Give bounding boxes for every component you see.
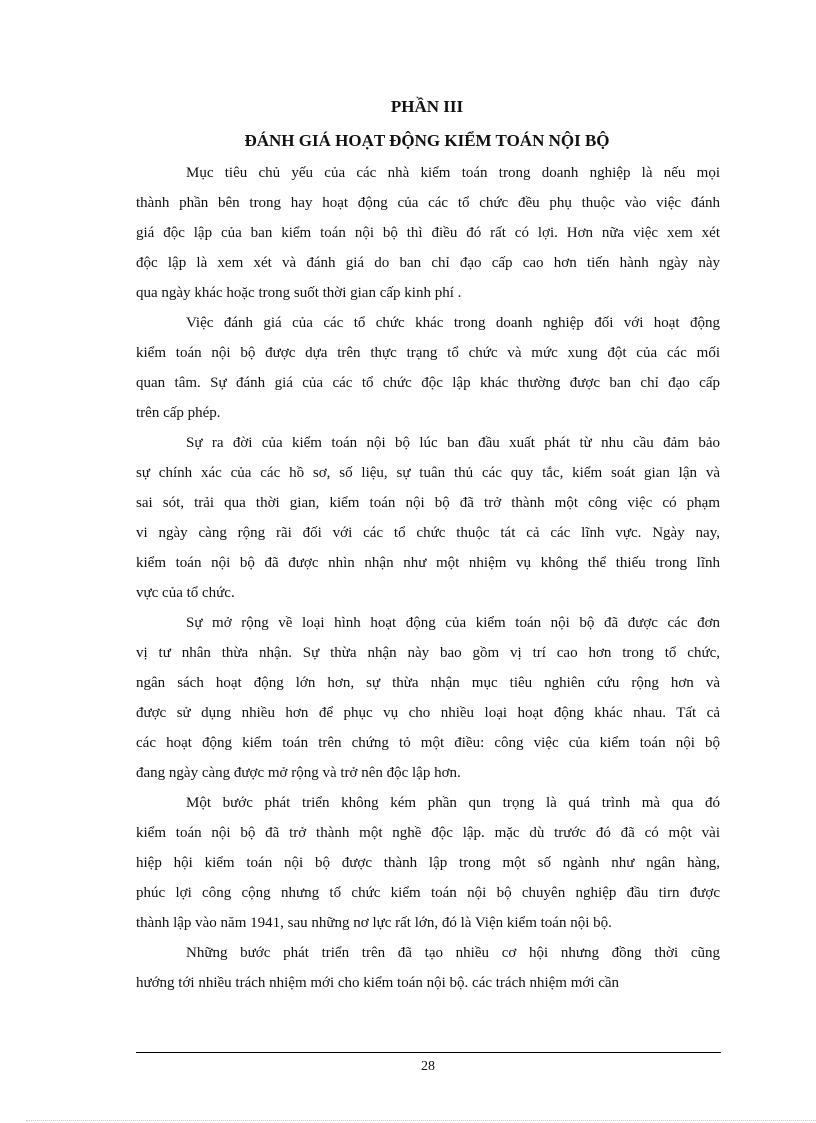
paragraph-line: ngân sách hoạt động lớn hơn, sự thừa nhận mục tiêu nghiên cứu rộng hơn và (136, 675, 720, 691)
paragraph-5 (136, 788, 720, 938)
footer-divider (136, 1052, 721, 1053)
paragraph-3 (136, 428, 720, 608)
paragraph-line: Những bước phát triển trên đã tạo nhiều cơ hội nhưng đồng thời cũng (186, 945, 720, 961)
paragraph-line: kiểm toán nội bộ đã trở thành một nghề độc lập. mặc dù trước đó đã có một vài (136, 825, 720, 841)
paragraph-line: sự chính xác của các hồ sơ, số liệu, sự tuân thủ các quy tắc, kiểm soát gian lận và (136, 465, 720, 481)
part-heading: PHẦN III (390, 97, 464, 116)
paragraph-line: qua ngày khác hoặc trong suốt thời gian cấp kinh phí . (136, 285, 462, 301)
paragraph-line: hướng tới nhiều trách nhiệm mới cho kiểm toán nội bộ. các trách nhiệm mới cần (136, 975, 620, 991)
paragraph-line: trên cấp phép. (136, 405, 221, 421)
paragraph-line: sai sót, trải qua thời gian, kiểm toán nội bộ đã trở thành một công việc có phạm (136, 495, 720, 511)
section-title: ĐÁNH GIÁ HOẠT ĐỘNG KIỂM TOÁN NỘI BỘ (244, 131, 610, 150)
paragraph-line: các hoạt động kiểm toán trên chứng tỏ một điều: công việc của kiểm toán nội bộ (136, 735, 720, 751)
paragraph-1 (136, 158, 720, 308)
paragraph-line: vi ngày càng rộng rãi đối với các tổ chức thuộc tát cả các lĩnh vực. Ngày nay, (136, 525, 720, 541)
paragraph-line: phúc lợi công cộng nhưng tổ chức kiểm toán nội bộ chuyên nghiệp đầu tirn được (136, 885, 720, 901)
page-number: 28 (421, 1059, 435, 1074)
paragraph-2 (136, 308, 720, 428)
page-edge-dotted-line (26, 1120, 816, 1121)
paragraph-4 (136, 608, 720, 788)
paragraph-line: giá độc lập của ban kiểm toán nội bộ thì điều đó rất có lợi. Hơn nữa việc xem xét (136, 225, 720, 241)
paragraph-line: vực của tổ chức. (136, 585, 235, 601)
paragraph-line: vị tư nhân thừa nhận. Sự thừa nhận này bao gồm vị trí cao hơn trong tổ chức, (136, 645, 720, 661)
paragraph-line: thành phần bên trong hay hoạt động của các tổ chức đều phụ thuộc vào việc đánh (136, 195, 720, 211)
paragraph-line: Mục tiêu chủ yếu của các nhà kiểm toán trong doanh nghiệp là nếu mọi (186, 165, 720, 181)
paragraph-line: Sự ra đời của kiểm toán nội bộ lúc ban đầu xuất phát từ nhu cầu đảm bảo (186, 435, 720, 451)
paragraph-line: kiểm toán nội bộ đã được nhìn nhận như một nhiệm vụ không thể thiếu trong lĩnh (136, 555, 720, 571)
paragraph-line: đang ngày càng được mở rộng và trở nên độc lập hơn. (136, 765, 461, 781)
paragraph-line: hiệp hội kiểm toán nội bộ được thành lập trong một số ngành như ngân hàng, (136, 855, 720, 871)
paragraph-line: thành lập vào năm 1941, sau những nơ lực rất lớn, đó là Viện kiểm toán nội bộ. (136, 915, 612, 931)
paragraph-line: được sử dụng nhiều hơn để phục vụ cho nhiều loại hoạt động khác nhau. Tất cả (136, 705, 720, 721)
paragraph-line: Việc đánh giá của các tổ chức khác trong doanh nghiệp đối với hoạt động (186, 315, 720, 331)
body-text (136, 158, 720, 998)
paragraph-line: quan tâm. Sự đánh giá của các tổ chức độc lập khác thường được ban chỉ đạo cấp (136, 375, 720, 391)
paragraph-line: kiểm toán nội bộ được dựa trên thực trạng tổ chức và mức xung đột của các mối (136, 345, 720, 361)
paragraph-line: Một bước phát triển không kém phần qun trọng là quá trình mà qua đó (186, 795, 720, 811)
paragraph-line: độc lập là xem xét và đánh giá do ban chỉ đạo cấp cao hơn tiến hành ngày này (136, 255, 720, 271)
paragraph-6 (136, 938, 720, 998)
paragraph-line: Sự mở rộng về loại hình hoạt động của kiểm toán nội bộ đã được các đơn (186, 615, 720, 631)
